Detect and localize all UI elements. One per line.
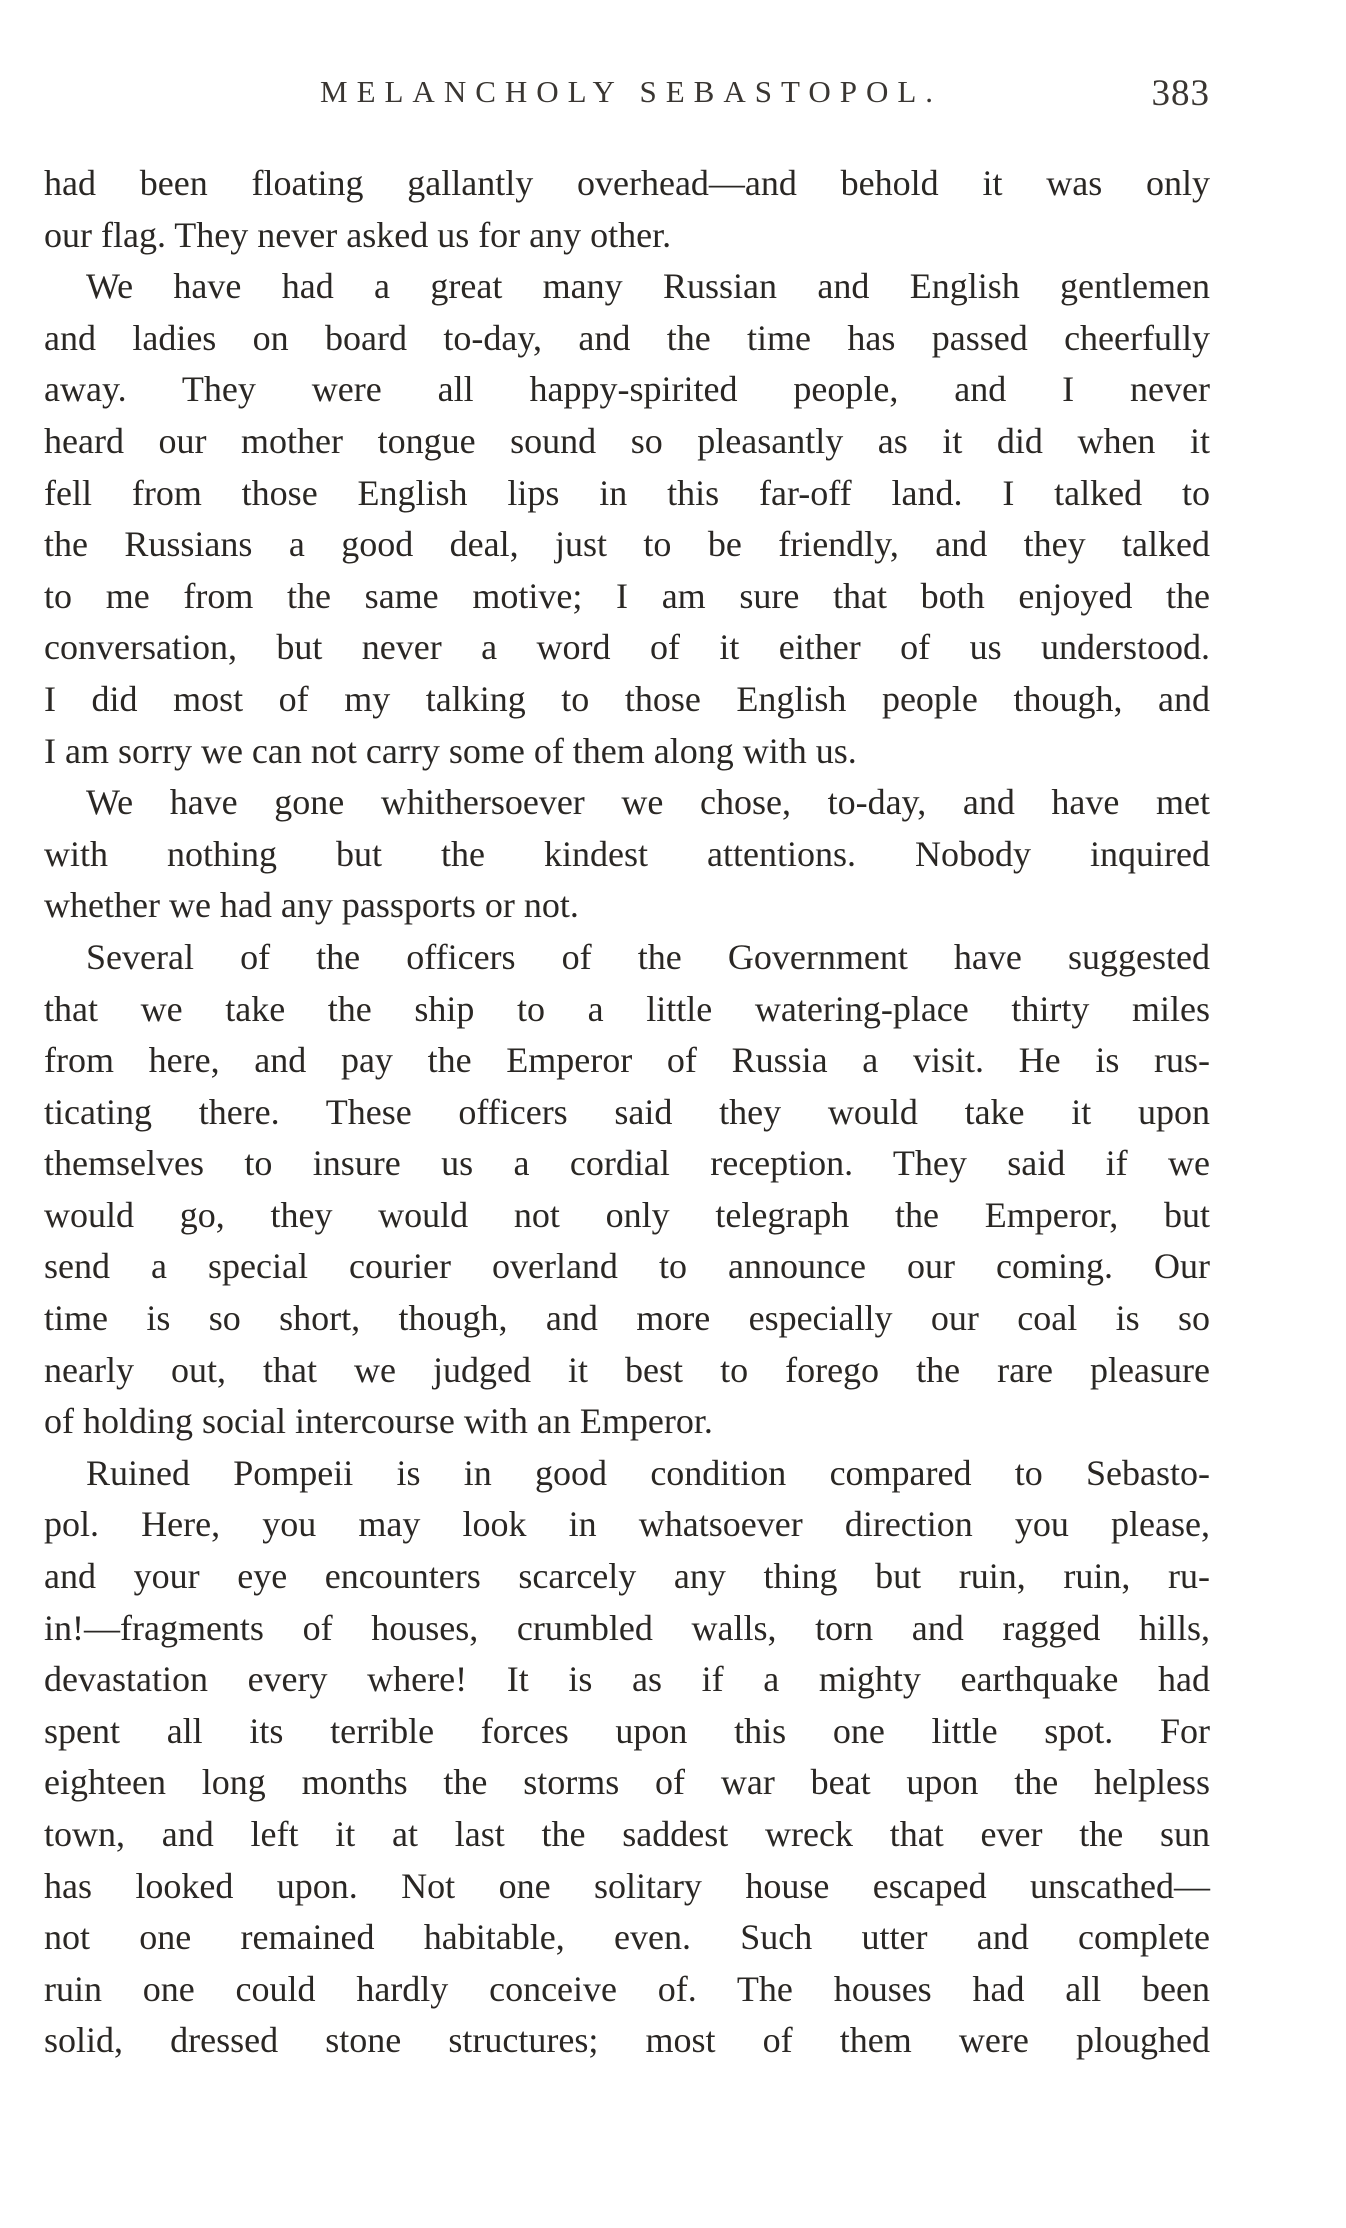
text-line: would go, they would not only telegraph the Emperor, but — [44, 1194, 1210, 1235]
text-line: solid, dressed stone structures; most of them were ploughed — [44, 2020, 1210, 2061]
text-line: fell from those English lips in this far-off land. I talked to — [44, 472, 1210, 513]
text-line: that we take the ship to a little watering-place thirty miles — [44, 988, 1210, 1029]
text-line: I am sorry we can not carry some of them along with us. — [44, 730, 857, 771]
running-title: MELANCHOLY SEBASTOPOL. — [320, 74, 943, 109]
text-line: has looked upon. Not one solitary house escaped unscathed— — [44, 1865, 1210, 1906]
page-number: 383 — [1151, 73, 1210, 114]
body-text — [44, 158, 1210, 2067]
text-line: the Russians a good deal, just to be friendly, and they talked — [44, 524, 1210, 565]
text-line: send a special courier overland to announce our coming. Our — [44, 1246, 1210, 1287]
text-line: Ruined Pompeii is in good condition compared to Sebasto- — [86, 1452, 1210, 1493]
text-line: in!—fragments of houses, crumbled walls, torn and ragged hills, — [44, 1607, 1210, 1648]
text-line: eighteen long months the storms of war beat upon the helpless — [44, 1762, 1210, 1803]
text-line: our flag. They never asked us for any other. — [44, 214, 672, 255]
text-line: time is so short, though, and more especially our coal is so — [44, 1298, 1210, 1339]
text-line: of holding social intercourse with an Emperor. — [44, 1401, 713, 1442]
text-line: not one remained habitable, even. Such utter and complete — [44, 1917, 1210, 1958]
text-line: away. They were all happy-spirited people, and I never — [44, 369, 1210, 410]
text-line: from here, and pay the Emperor of Russia a visit. He is rus- — [44, 1040, 1210, 1081]
running-head — [44, 74, 1210, 124]
text-line: town, and left it at last the saddest wreck that ever the sun — [44, 1814, 1210, 1854]
text-line: ticating there. These officers said they would take it upon — [44, 1091, 1210, 1132]
text-line: We have gone whithersoever we chose, to-day, and have met — [86, 782, 1210, 823]
text-line: conversation, but never a word of it either of us understood. — [44, 627, 1210, 668]
text-line: with nothing but the kindest attentions. Nobody inquired — [44, 833, 1210, 874]
text-line: to me from the same motive; I am sure that both enjoyed the — [44, 575, 1210, 616]
text-line: pol. Here, you may look in whatsoever direction you please, — [44, 1504, 1210, 1545]
text-line: heard our mother tongue sound so pleasantly as it did when it — [44, 420, 1210, 461]
text-line: devastation every where! It is as if a mighty earthquake had — [44, 1659, 1210, 1700]
text-line: I did most of my talking to those English people though, and — [44, 678, 1210, 719]
text-line: Several of the officers of the Government have suggested — [86, 936, 1210, 977]
text-line: We have had a great many Russian and English gentlemen — [86, 266, 1210, 307]
text-line: had been floating gallantly overhead—and behold it was only — [44, 163, 1210, 203]
text-line: and your eye encounters scarcely any thing but ruin, ruin, ru- — [44, 1556, 1210, 1597]
text-line: ruin one could hardly conceive of. The houses had all been — [44, 1968, 1210, 2009]
text-line: themselves to insure us a cordial reception. They said if we — [44, 1143, 1210, 1184]
text-line: whether we had any passports or not. — [44, 885, 579, 926]
text-line: and ladies on board to-day, and the time has passed cheerfully — [44, 317, 1210, 358]
text-line: nearly out, that we judged it best to forego the rare pleasure — [44, 1349, 1210, 1390]
text-line: spent all its terrible forces upon this one little spot. For — [44, 1710, 1210, 1751]
